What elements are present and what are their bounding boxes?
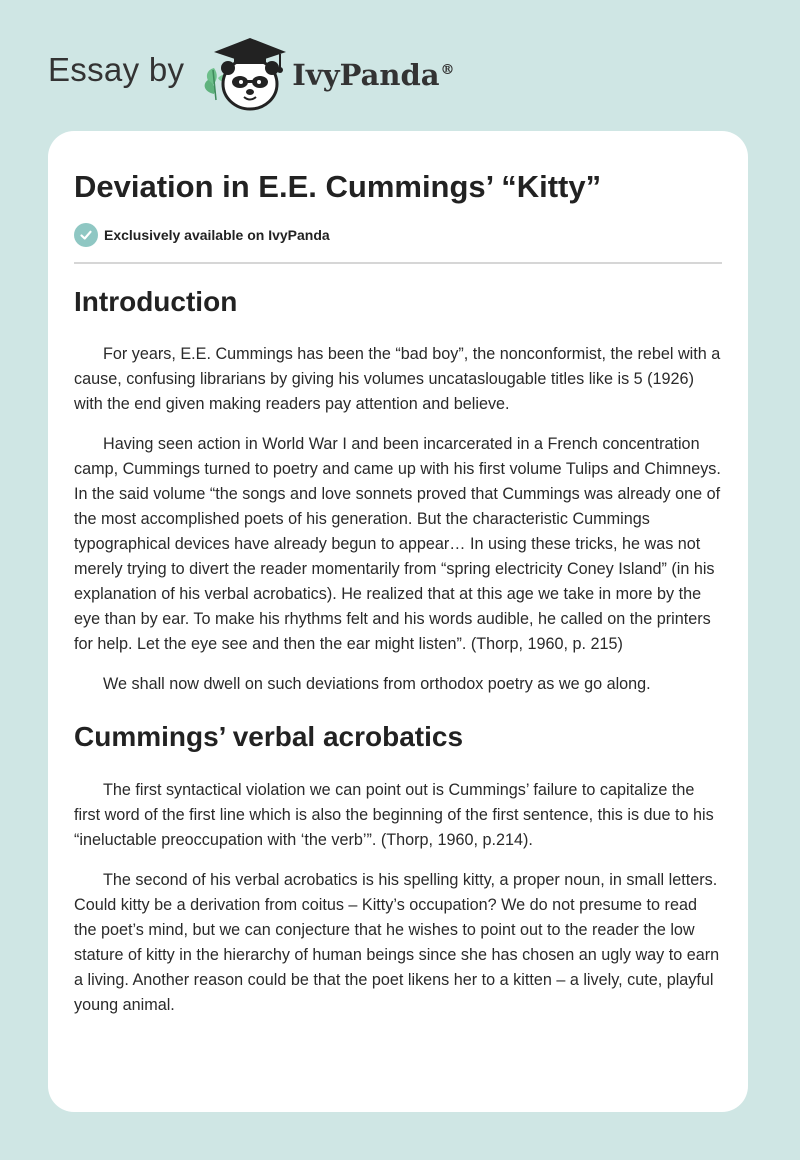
article-card xyxy=(48,131,748,1112)
exclusive-badge xyxy=(74,223,722,247)
paragraph: The first syntactical violation we can point out is Cummings’ failure to capitalize the first word of the first line which is also the beginning of the first sentence, this is due to his “ineluctable preoccupation with ‘the verb’”. (Thorp, 1960, p.214). xyxy=(74,781,714,849)
paragraph: For years, E.E. Cummings has been the “bad boy”, the nonconformist, the rebel with a cause, confusing librarians by giving his volumes uncataslougable titles like is 5 (1926) with the end given making readers pay attention and believe. xyxy=(74,345,721,413)
section-heading-verbal-acrobatics: Cummings’ verbal acrobatics xyxy=(74,721,464,752)
divider xyxy=(74,262,722,264)
paragraph: The second of his verbal acrobatics is his spelling kitty, a proper noun, in small letters. Could kitty be a derivation from coitus – Kitty’s occupation? We do not presume to read the poet’s mind, but we can conjecture that he wishes to point out to the reader the low stature of kitty in the hierarchy of human beings since she has chosen an ugly way to earn a living. Another reason could be that the poet likens her to a kitten – a lively, cute, playful young animal. xyxy=(74,871,720,1014)
check-circle-icon xyxy=(74,223,98,247)
panda-graduation-cap-logo xyxy=(198,34,290,114)
paragraph: We shall now dwell on such deviations from orthodox poetry as we go along. xyxy=(103,675,651,693)
site-header-brand[interactable] xyxy=(48,34,455,114)
paragraph: Having seen action in World War I and been incarcerated in a French concentration camp, Cummings turned to poetry and came up with his first volume Tulips and Chimneys. In the said volume “the songs and love sonnets proved that Cummings was already one of the most accomplished poets of his generation. But the characteristic Cummings typographical devices have already begun to appear… In using these tricks, he was not merely trying to divert the reader momentarily from “spring electricity Coney Island” (in his explanation of his verbal acrobatics). He realized that at this age we take in more by the eye than by ear. To make his rhythms felt and his words audible, he called on the printers for help. Let the eye see and then the ear might listen”. (Thorp, 1960, p. 215) xyxy=(74,435,721,653)
section-heading-introduction: Introduction xyxy=(74,286,238,317)
page-title: Deviation in E.E. Cummings’ “Kitty” xyxy=(74,169,602,204)
essay-by-label: Essay by xyxy=(48,51,185,88)
brand-name: IvyPanda® xyxy=(292,58,455,92)
exclusive-badge-text: Exclusively available on IvyPanda xyxy=(104,227,330,243)
